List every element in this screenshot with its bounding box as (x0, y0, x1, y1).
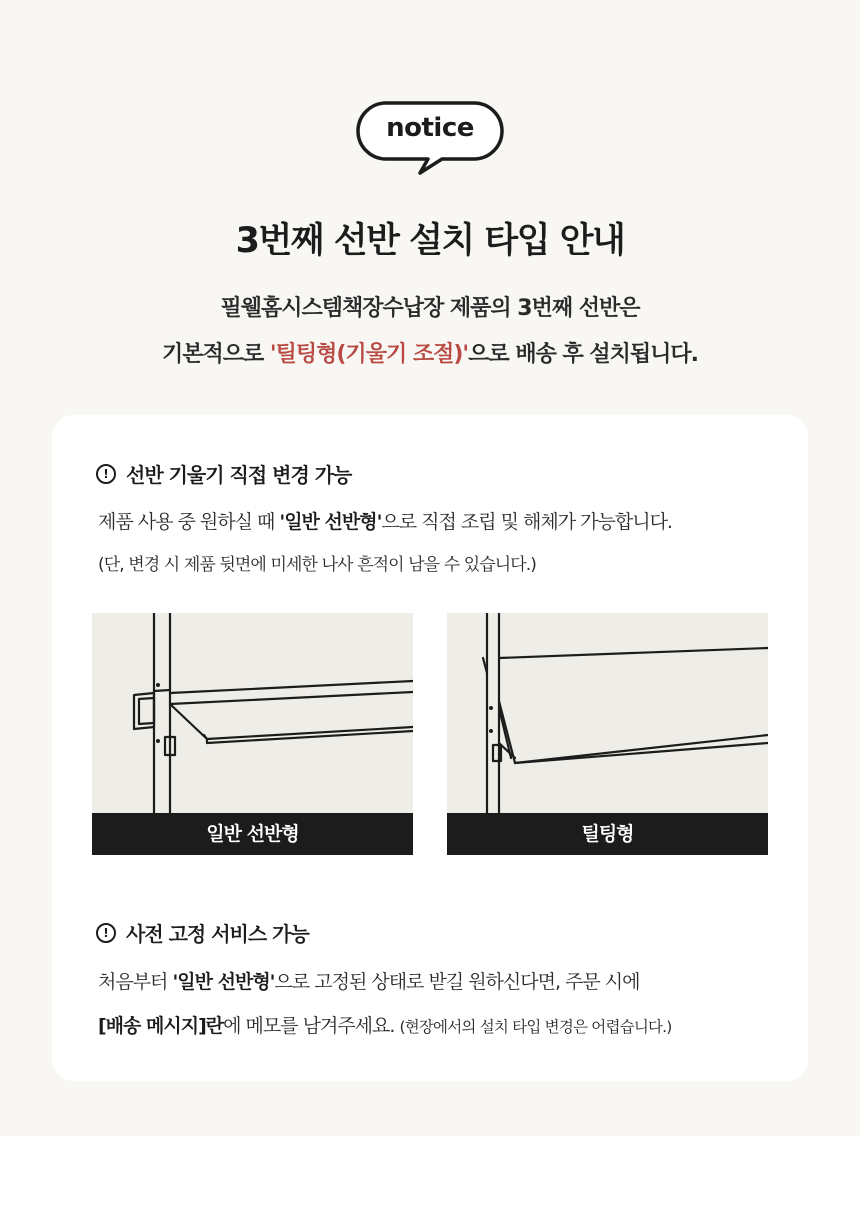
section-header-adjust (96, 459, 351, 488)
section-title-adjust: 선반 기울기 직접 변경 가능 (126, 463, 352, 487)
section-title-service: 사전 고정 서비스 가능 (126, 922, 309, 946)
info-card (52, 415, 808, 1081)
section1-line-1 (98, 507, 672, 534)
notice-label: notice (386, 113, 474, 143)
intro-accent: '틸팅형(기울기 조절)' (269, 342, 469, 367)
section-header-service (96, 918, 309, 947)
section2-line-2 (98, 1011, 672, 1038)
label-normal-shelf: 일반 선반형 (92, 813, 413, 855)
s2-message-field: [배송 메시지]란 (98, 1015, 224, 1037)
s1-prefix: 제품 사용 중 원하실 때 (98, 511, 280, 533)
normal-shelf-illustration (92, 613, 413, 813)
s2-prefix: 처음부터 (98, 971, 173, 993)
page-title: 3번째 선반 설치 타입 안내 (235, 221, 625, 261)
section2-line-1 (98, 967, 640, 994)
label-tilting-shelf: 틸팅형 (447, 813, 768, 855)
intro-suffix: 으로 배송 후 설치됩니다. (468, 342, 699, 367)
intro-line-2 (0, 337, 860, 368)
diagram-tilting-shelf (447, 613, 768, 855)
s2-bold: '일반 선반형' (172, 971, 275, 993)
intro-prefix: 기본적으로 (161, 342, 270, 367)
s1-bold: '일반 선반형' (279, 511, 382, 533)
s2-note: (현장에서의 설치 타입 변경은 어렵습니다.) (399, 1018, 672, 1036)
s2-suffix: 으로 고정된 상태로 받길 원하신다면, 주문 시에 (274, 971, 640, 993)
intro-line-1: 필웰홈시스템책장수납장 제품의 3번째 선반은 (220, 296, 640, 321)
s1-suffix: 으로 직접 조립 및 해체가 가능합니다. (381, 511, 672, 533)
s2-mid: 에 메모를 남겨주세요. (223, 1015, 400, 1037)
info-circle-icon: ! (96, 464, 116, 484)
section1-line-2: (단, 변경 시 제품 뒷면에 미세한 나사 흔적이 남을 수 있습니다.) (98, 555, 537, 575)
tilting-shelf-illustration (447, 613, 768, 813)
notice-bubble (356, 101, 504, 175)
diagram-normal-shelf (92, 613, 413, 855)
info-circle-icon: ! (96, 923, 116, 943)
